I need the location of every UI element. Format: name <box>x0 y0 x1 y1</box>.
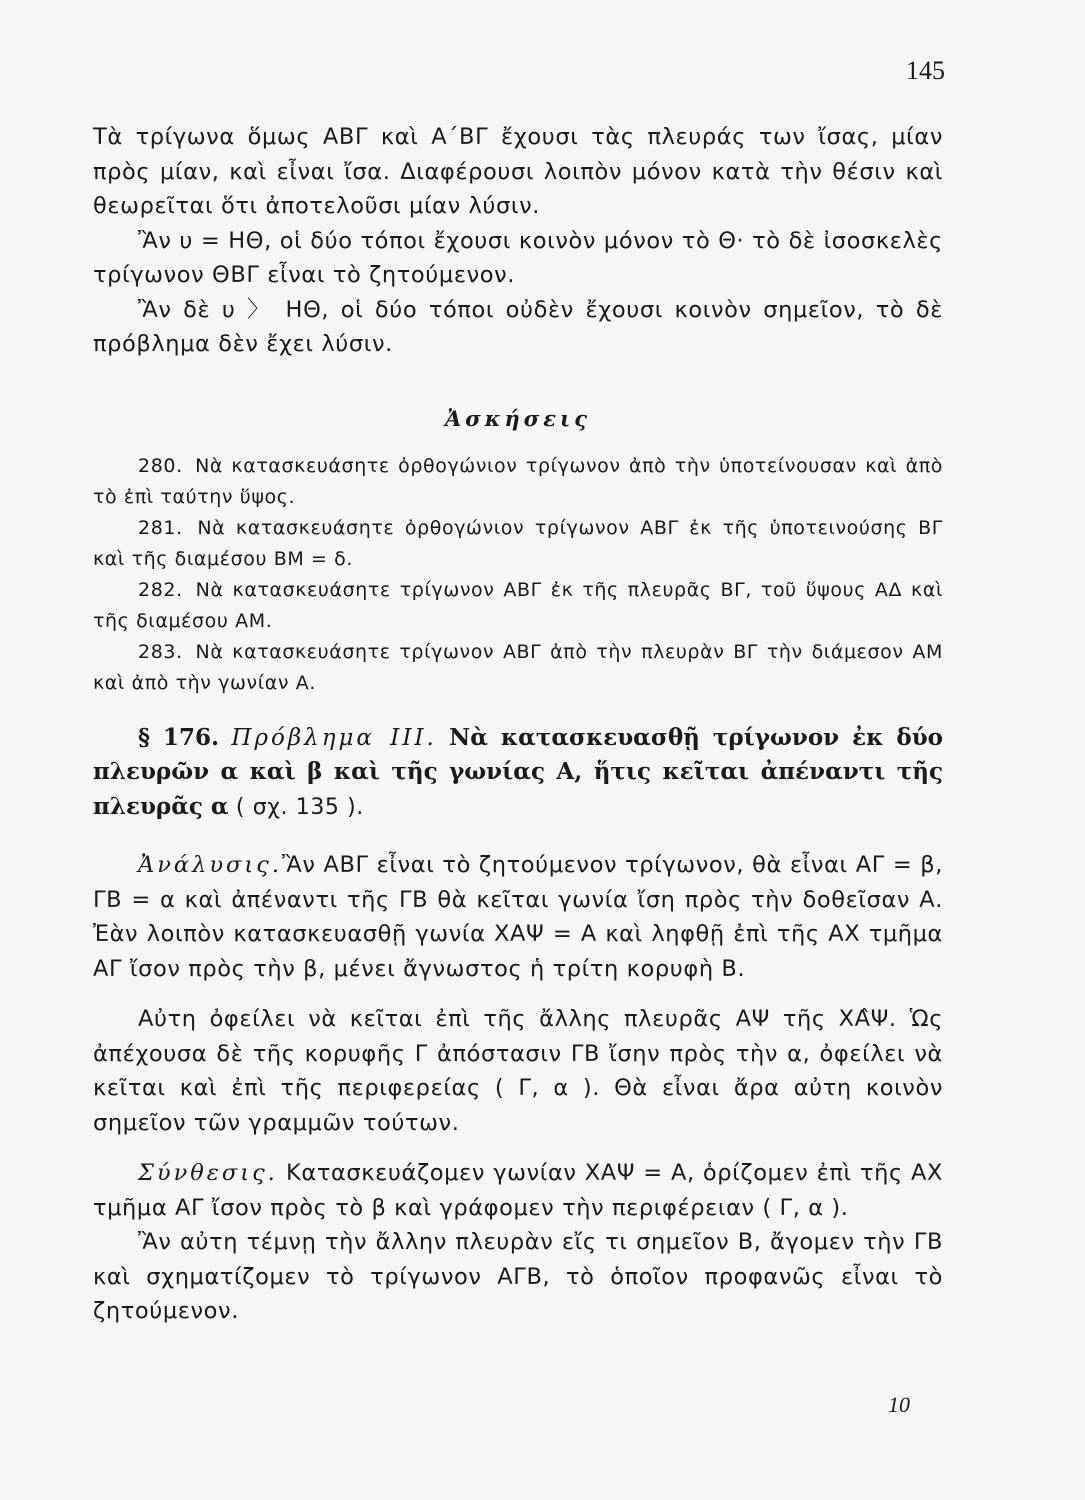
exercises-heading: Ἀσκήσεις <box>445 405 591 431</box>
exercise-item: 283. Νὰ κατασκευάσητε τρίγωνον ΑΒΓ ἀπὸ τὴν πλευρὰν ΒΓ τὴν διάμεσον ΑΜ καὶ ἀπὸ τὴν γωνίαν Α. <box>93 640 943 694</box>
section-number: § 176. <box>138 723 220 751</box>
exercise-item: 280. Νὰ κατασκευάσητε ὀρθογώνιον τρίγωνον ἀπὸ τὴν ὑποτείνουσαν καὶ ἀπὸ τὸ ἐπὶ ταύτην ὕψος. <box>93 454 943 508</box>
paragraph-analysis: Ἀνάλυσις.Ἂν ΑΒΓ εἶναι τὸ ζητούμενον τρίγωνον, θὰ εἶναι ΑΓ = β, ΓΒ = α καὶ ἀπέναντι τῆς ΓΒ θὰ κεῖται γωνία ἴση πρὸς τὴν δοθεῖσαν Α. Ἐὰν λοιπὸν κατασκευασθῇ γωνία ΧΑΨ = Α καὶ ληφθῇ ἐπὶ τῆς ΑΧ τμῆμα ΑΓ ἴσον πρὸς τὴν β, μένει ἄγνωστος ἡ τρίτη κορυφὴ Β. <box>93 852 943 982</box>
figure-reference: ( σχ. 135 ). <box>235 794 364 820</box>
paragraph-synthesis-continued: Ἂν αὐτη τέμνῃ τὴν ἄλλην πλευρὰν εἴς τι σημεῖον Β, ἄγομεν τὴν ΓΒ καὶ σχηματίζομεν τὸ τρίγωνον ΑΓΒ, τὸ ὁποῖον προφανῶς εἶναι τὸ ζητούμενον. <box>93 1229 943 1324</box>
exercise-item: 282. Νὰ κατασκευάσητε τρίγωνον ΑΒΓ ἐκ τῆς πλευρᾶς ΒΓ, τοῦ ὕψους ΑΔ καὶ τῆς διαμέσου ΑΜ. <box>93 578 943 632</box>
paragraph-equal-triangles: Τὰ τρίγωνα ὅμως ΑΒΓ καὶ Α΄ΒΓ ἔχουσι τὰς πλευράς των ἴσας, μίαν πρὸς μίαν, καὶ εἶναι ἴσα. Διαφέρουσι λοιπὸν μόνον κατὰ τὴν θέσιν καὶ θεωρεῖται ὅτι ἀποτελοῦσι μίαν λύσιν. <box>93 124 943 219</box>
synthesis-label: Σύνθεσις. <box>138 1160 278 1186</box>
paragraph-case-equal-height: Ἂν υ = ΗΘ, οἱ δύο τόποι ἔχουσι κοινὸν μόνον τὸ Θ· τὸ δὲ ἰσοσκελὲς τρίγωνον ΘΒΓ εἶναι τὸ ζητούμενον. <box>93 227 943 288</box>
section-heading-problem-3 <box>93 721 943 826</box>
paragraph-synthesis: Σύνθεσις. Κατασκευάζομεν γωνίαν ΧΑΨ = Α, ὁρίζομεν ἐπὶ τῆς ΑΧ τμῆμα ΑΓ ἴσον πρὸς τὸ β καὶ γράφομεν τὴν περιφέρειαν ( Γ, α ). <box>93 1160 943 1221</box>
section-name: Πρόβλημα ΙΙΙ. <box>231 724 437 751</box>
exercise-item: 281. Νὰ κατασκευάσητε ὀρθογώνιον τρίγωνον ΑΒΓ ἐκ τῆς ὑποτεινούσης ΒΓ καὶ τῆς διαμέσου ΒΜ = δ. <box>93 516 943 570</box>
paragraph-case-greater-height: Ἂν δὲ υ 〉 ΗΘ, οἱ δύο τόποι οὐδὲν ἔχουσι κοινὸν σημεῖον, τὸ δὲ πρόβλημα δὲν ἔχει λύσιν. <box>93 296 943 357</box>
analysis-label: Ἀνάλυσις. <box>138 852 282 878</box>
page-body <box>93 120 943 1329</box>
exercise-list <box>93 451 943 699</box>
section-statement: Νὰ κατασκευασθῇ τρίγωνον ἐκ δύο πλευρῶν α καὶ β καὶ τῆς γωνίας Α, ἥτις κεῖται ἀπέναντι τῆς πλευρᾶς α <box>93 723 944 820</box>
page-number: 145 <box>906 56 945 85</box>
signature-mark: 10 <box>888 1392 910 1417</box>
paragraph-analysis-continued: Αὐτη ὀφείλει νὰ κεῖται ἐπὶ τῆς ἄλλης πλευρᾶς ΑΨ τῆς ΧΑ̂Ψ. Ὡς ἀπέχουσα δὲ τῆς κορυφῆς Γ ἀπόστασιν ΓΒ ἴσην πρὸς τὴν α, ὀφείλει νὰ κεῖται καὶ ἐπὶ τῆς περιφερείας ( Γ, α ). Θὰ εἶναι ἄρα αὐτη κοινὸν σημεῖον τῶν γραμμῶν τούτων. <box>93 1006 943 1136</box>
